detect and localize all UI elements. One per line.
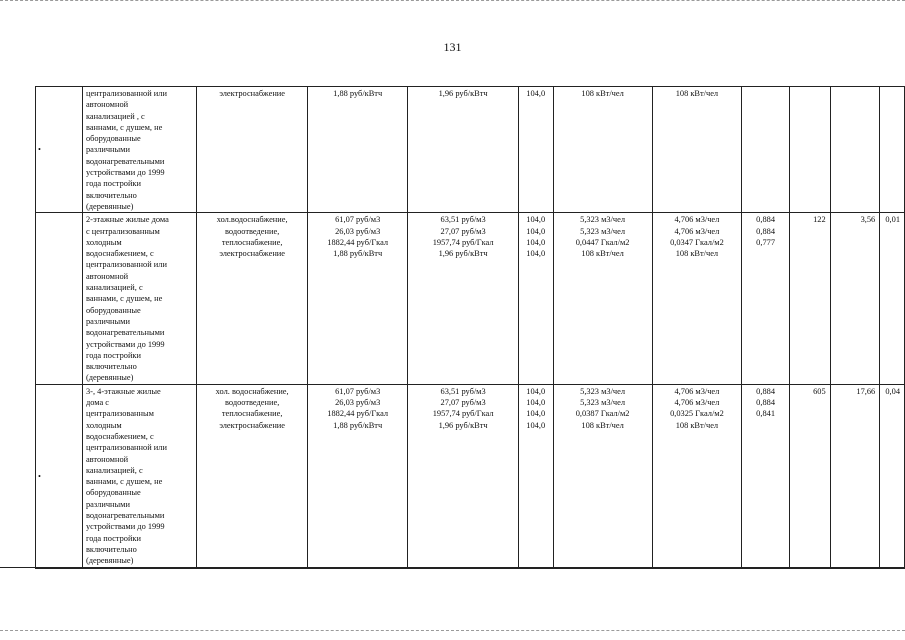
cell-line: теплоснабжение,	[221, 237, 283, 247]
cell-line: 108 кВт/чел	[581, 420, 624, 430]
bottom-rule	[0, 567, 905, 568]
cell-line: 104,0	[526, 237, 546, 247]
cell-line: 4,706 м3/чел	[674, 398, 720, 408]
row-bullet: •	[38, 145, 41, 155]
cell-line: 61,07 руб/м3	[335, 215, 381, 225]
row-bullet: •	[38, 472, 41, 482]
cell-line: 63,51 руб/м3	[440, 215, 486, 225]
cell-line: 0,777	[756, 237, 775, 247]
cell-line: холодным	[85, 237, 122, 247]
cell-line: 63,51 руб/м3	[440, 386, 486, 396]
coefficient-cell	[742, 213, 790, 384]
tariff-current-cell	[307, 384, 407, 568]
value-2-cell	[830, 87, 880, 213]
cell-line: водоснабжением, с	[85, 249, 154, 259]
cell-line: включительно	[85, 190, 137, 200]
cell-line: 3-, 4-этажные жилые	[85, 386, 161, 396]
cell-line: года постройки	[85, 179, 141, 189]
cell-line: 1882,44 руб/Гкал	[327, 237, 389, 247]
value-3-cell	[880, 87, 905, 213]
cell-line: 26,03 руб/м3	[335, 226, 381, 236]
cell-line: 104,0	[526, 249, 546, 259]
housing-description-cell	[82, 213, 196, 384]
cell-value: 0,01	[885, 215, 900, 225]
tariff-new-cell	[408, 213, 518, 384]
cell-line: 1,88 руб/кВтч	[333, 89, 383, 98]
norm-a-cell	[553, 384, 652, 568]
cell-line: ваннами, с душем, не	[85, 294, 163, 304]
norm-b-cell	[652, 384, 742, 568]
cell-line: канализацией , с	[85, 111, 145, 121]
cell-line: 1,88 руб/кВтч	[333, 249, 383, 259]
cell-value: 605	[813, 386, 826, 396]
cell-line: устройствами до 1999	[85, 168, 165, 178]
cell-value: 122	[813, 215, 826, 225]
index-cell	[518, 384, 553, 568]
cell-value: 0,04	[885, 386, 900, 396]
cell-line: включительно	[85, 362, 137, 372]
cell-line: 0,0387 Гкал/м2	[575, 409, 630, 419]
cell-line: централизованной или	[85, 443, 167, 453]
row-marker	[36, 213, 83, 384]
cell-line: автономной	[85, 454, 129, 464]
tariff-table	[35, 86, 905, 569]
cell-line: канализацией, с	[85, 465, 143, 475]
value-2-cell	[830, 213, 880, 384]
table-row	[36, 87, 905, 213]
cell-line: 0,841	[756, 409, 775, 419]
cell-line: 104,0	[526, 226, 546, 236]
cell-line: 108 кВт/чел	[675, 249, 719, 259]
row-marker	[36, 384, 83, 568]
cell-line: 2-этажные жилые дома	[85, 215, 169, 225]
cell-line: 1957,74 руб/Гкал	[432, 409, 494, 419]
cell-line: централизованной или	[85, 260, 167, 270]
cell-line: дома с	[85, 398, 110, 408]
cell-line: 5,323 м3/чел	[580, 215, 626, 225]
cell-line: 104,0	[526, 386, 546, 396]
cell-line: 0,884	[756, 398, 775, 408]
cell-line: водоотведение,	[225, 398, 280, 408]
housing-description-cell	[82, 87, 196, 213]
page-number: 131	[443, 40, 462, 54]
cell-line: водоотведение,	[225, 226, 280, 236]
row-marker	[36, 87, 83, 213]
cell-line: оборудованные	[85, 134, 141, 144]
norm-a-cell	[553, 213, 652, 384]
cell-line: 108 кВт/чел	[581, 89, 624, 98]
cell-line: 4,706 м3/чел	[674, 226, 720, 236]
coefficient-cell	[742, 87, 790, 213]
cell-line: хол.водоснабжение,	[216, 215, 288, 225]
cell-line: различными	[85, 145, 130, 155]
value-2-cell	[830, 384, 880, 568]
cell-line: различными	[85, 316, 130, 326]
cell-line: водоснабжением, с	[85, 431, 154, 441]
index-cell	[518, 213, 553, 384]
services-cell	[197, 87, 308, 213]
cell-line: холодным	[85, 420, 122, 430]
cell-line: оборудованные	[85, 305, 141, 315]
cell-line: 27,07 руб/м3	[440, 226, 486, 236]
value-3-cell	[880, 384, 905, 568]
cell-line: теплоснабжение,	[221, 409, 283, 419]
cell-line: устройствами до 1999	[85, 339, 165, 349]
cell-line: (деревянные)	[85, 556, 134, 566]
cell-value: 3,56	[860, 215, 876, 225]
cell-line: 5,323 м3/чел	[580, 398, 626, 408]
scan-edge-bottom	[0, 630, 905, 634]
cell-line: 0,0447 Гкал/м2	[575, 237, 630, 247]
cell-line: 104,0	[526, 420, 546, 430]
cell-line: 26,03 руб/м3	[335, 398, 381, 408]
value-1-cell	[789, 87, 830, 213]
cell-line: 0,884	[756, 226, 775, 236]
cell-line: 104,0	[526, 409, 546, 419]
cell-line: включительно	[85, 544, 137, 554]
cell-line: (деревянные)	[85, 201, 134, 211]
housing-description-cell	[82, 384, 196, 568]
services-cell	[197, 384, 308, 568]
scan-edge-top	[0, 0, 905, 4]
cell-line: 1,96 руб/кВтч	[438, 420, 488, 430]
cell-line: 27,07 руб/м3	[440, 398, 486, 408]
cell-line: автономной	[85, 100, 129, 110]
cell-line: 0,0325 Гкал/м2	[670, 409, 724, 419]
cell-line: 1882,44 руб/Гкал	[327, 409, 389, 419]
cell-line: водонагревательными	[85, 510, 165, 520]
table-row	[36, 384, 905, 568]
cell-line: автономной	[85, 271, 129, 281]
cell-line: 108 кВт/чел	[675, 420, 719, 430]
cell-line: 1957,74 руб/Гкал	[432, 237, 494, 247]
cell-line: 108 кВт/чел	[581, 249, 624, 259]
tariff-new-cell	[408, 384, 518, 568]
cell-line: 61,07 руб/м3	[335, 386, 381, 396]
cell-line: 0,884	[756, 215, 775, 225]
cell-line: 1,96 руб/кВтч	[438, 89, 488, 98]
cell-line: ваннами, с душем, не	[85, 477, 163, 487]
cell-value: 17,66	[856, 386, 876, 396]
cell-line: водонагревательными	[85, 156, 165, 166]
cell-line: года постройки	[85, 533, 141, 543]
norm-b-cell	[652, 213, 742, 384]
cell-line: 0,0347 Гкал/м2	[670, 237, 724, 247]
cell-line: различными	[85, 499, 130, 509]
value-1-cell	[789, 384, 830, 568]
coefficient-cell	[742, 384, 790, 568]
cell-line: централизованной или	[85, 89, 167, 98]
cell-line: 104,0	[526, 398, 546, 408]
cell-line: с централизованным	[85, 226, 160, 236]
cell-line: 108 кВт/чел	[675, 89, 719, 98]
cell-line: 4,706 м3/чел	[674, 215, 720, 225]
cell-line: канализацией, с	[85, 283, 143, 293]
cell-line: устройствами до 1999	[85, 522, 165, 532]
cell-line: 0,884	[756, 386, 775, 396]
cell-line: электроснабжение	[219, 420, 285, 430]
index-cell	[518, 87, 553, 213]
cell-line: года постройки	[85, 350, 141, 360]
tariff-new-cell	[408, 87, 518, 213]
cell-line: 5,323 м3/чел	[580, 226, 626, 236]
cell-line: водонагревательными	[85, 328, 165, 338]
cell-line: 104,0	[526, 215, 546, 225]
cell-line: 1,88 руб/кВтч	[333, 420, 383, 430]
tariff-current-cell	[307, 213, 407, 384]
cell-line: 5,323 м3/чел	[580, 386, 626, 396]
cell-line: оборудованные	[85, 488, 141, 498]
tariff-current-cell	[307, 87, 407, 213]
cell-line: 104,0	[526, 89, 546, 98]
cell-line: 1,96 руб/кВтч	[438, 249, 488, 259]
cell-line: (деревянные)	[85, 373, 134, 383]
cell-line: хол. водоснабжение,	[215, 386, 289, 396]
cell-line: электроснабжение	[219, 249, 285, 259]
table-row	[36, 213, 905, 384]
cell-line: 4,706 м3/чел	[674, 386, 720, 396]
cell-line: электроснабжение	[219, 89, 285, 98]
norm-b-cell	[652, 87, 742, 213]
services-cell	[197, 213, 308, 384]
cell-line: централизованным	[85, 409, 154, 419]
norm-a-cell	[553, 87, 652, 213]
cell-line: ваннами, с душем, не	[85, 122, 163, 132]
value-1-cell	[789, 213, 830, 384]
value-3-cell	[880, 213, 905, 384]
